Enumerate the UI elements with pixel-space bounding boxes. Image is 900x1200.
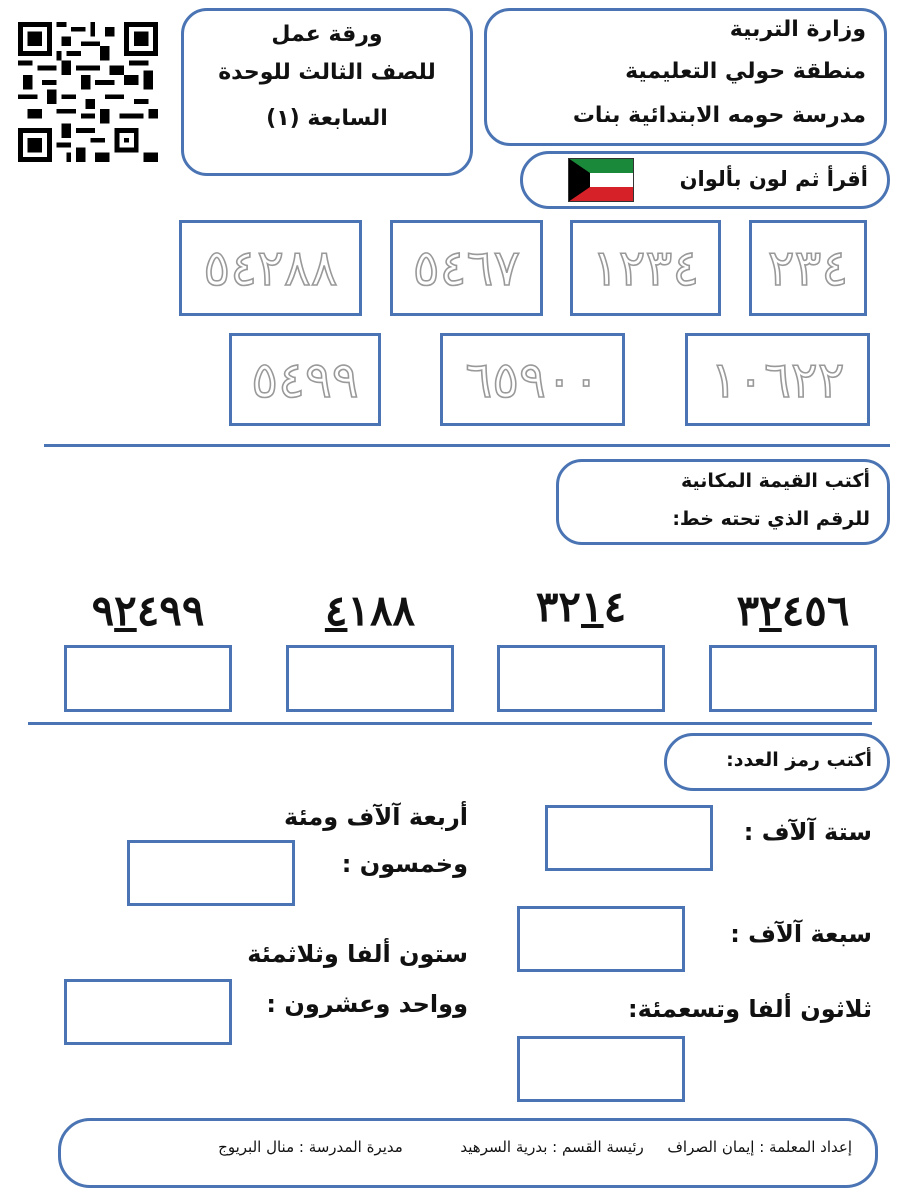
answer-box[interactable] — [517, 1036, 685, 1102]
place-value-instruction-line1: أكتب القيمة المكانية — [681, 470, 870, 492]
answer-box[interactable] — [497, 645, 665, 712]
answer-box[interactable] — [517, 906, 685, 972]
number-box — [390, 220, 543, 316]
worksheet-title-line2: للصف الثالث للوحدة — [218, 60, 436, 85]
footer-text — [62, 1138, 852, 1156]
footer-principal: مديرة المدرسة : منال البريوج — [218, 1138, 403, 1156]
number-text: ٦٥٩٠٠ — [465, 350, 600, 409]
question-thirty-thousand: ثلاثون ألفا وتسعمئة: — [628, 995, 872, 1023]
read-color-instruction: أقرأ ثم لون بألوان — [679, 167, 868, 191]
region-label: منطقة حولي التعليمية — [625, 59, 866, 84]
question-sixty-thousand-line1: ستون ألفا وثلاثمئة — [247, 940, 468, 968]
place-value-number: ٩٢٤٩٩ — [91, 586, 205, 635]
worksheet-title-line1: ورقة عمل — [271, 22, 383, 47]
place-value-instruction-line2: للرقم الذي تحته خط: — [672, 508, 870, 530]
ministry-label: وزارة التربية — [729, 17, 866, 42]
number-text: ١٠٦٢٢ — [710, 350, 845, 409]
question-sixty-thousand-line2: وواحد وعشرون : — [266, 990, 468, 1018]
write-number-instruction: أكتب رمز العدد: — [726, 749, 872, 771]
answer-box[interactable] — [64, 645, 232, 712]
number-box — [570, 220, 721, 316]
question-seven-thousand: سبعة آلآف : — [730, 920, 872, 948]
answer-box[interactable] — [709, 645, 877, 712]
footer-head: رئيسة القسم : بدرية السرهيد — [460, 1138, 644, 1156]
answer-box[interactable] — [286, 645, 454, 712]
kuwait-flag-icon — [568, 158, 634, 202]
section-divider — [28, 722, 872, 725]
number-box — [440, 333, 625, 426]
number-box — [179, 220, 362, 316]
question-six-thousand: ستة آلآف : — [743, 818, 872, 846]
place-value-number: ٣٢١٤ — [535, 582, 627, 631]
footer-teacher: إعداد المعلمة : إيمان الصراف — [667, 1138, 852, 1156]
answer-box[interactable] — [545, 805, 713, 871]
place-value-number: ٣٢٤٥٦ — [736, 586, 850, 635]
question-four-thousand-line2: وخمسون : — [341, 850, 468, 878]
number-text: ٥٤٦٧ — [412, 239, 521, 297]
number-box — [685, 333, 870, 426]
number-text: ٥٤٢٨٨ — [203, 239, 338, 297]
school-header-box — [484, 8, 887, 146]
section-divider — [44, 444, 890, 447]
number-text: ٢٣٤ — [767, 239, 849, 297]
qr-code-icon — [18, 22, 158, 162]
number-text: ٥٤٩٩ — [251, 350, 359, 409]
number-box — [749, 220, 867, 316]
question-four-thousand-line1: أربعة آلآف ومئة — [284, 803, 468, 831]
number-text: ١٢٣٤ — [591, 239, 700, 297]
answer-box[interactable] — [127, 840, 295, 906]
answer-box[interactable] — [64, 979, 232, 1045]
number-box — [229, 333, 381, 426]
school-label: مدرسة حومه الابتدائية بنات — [572, 103, 866, 128]
place-value-number: ٤١٨٨ — [324, 586, 416, 635]
worksheet-title-line3: السابعة (١) — [266, 106, 388, 131]
